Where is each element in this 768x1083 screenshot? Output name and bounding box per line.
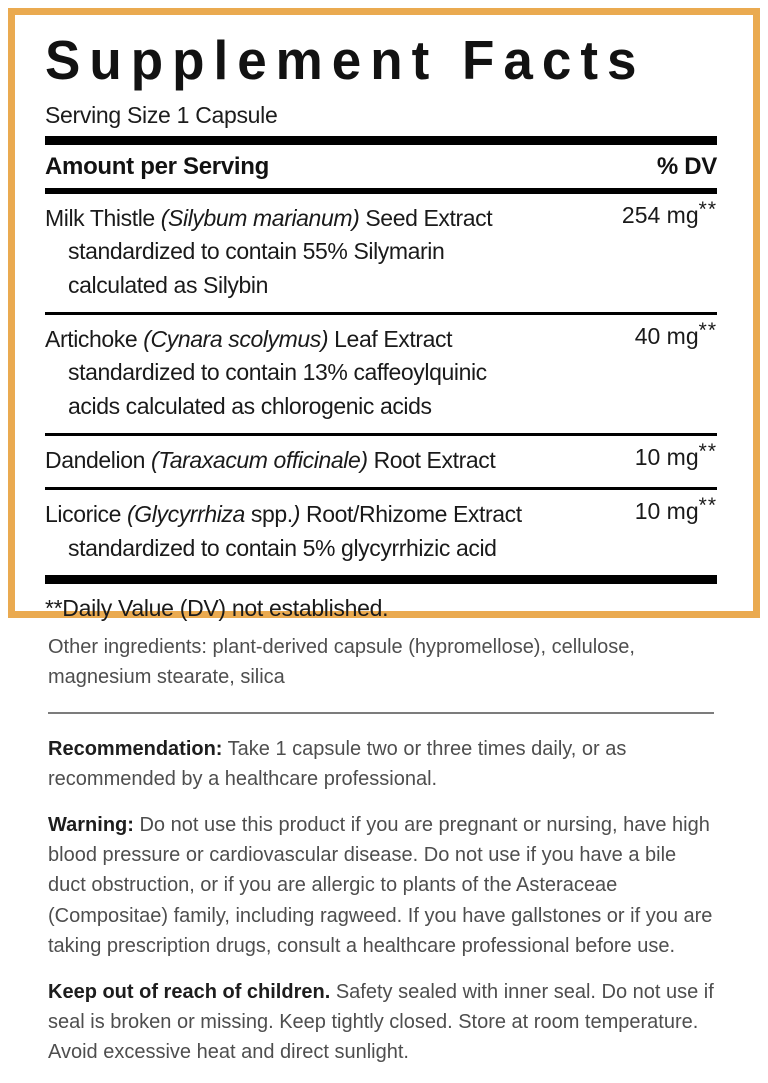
- ingredient-name: Dandelion (Taraxacum officinale) Root Extract: [45, 447, 496, 474]
- recommendation-label: Recommendation:: [48, 737, 223, 760]
- ingredient-row: [45, 436, 717, 490]
- supplement-facts-panel: [8, 8, 760, 622]
- keep-out-text: Safety sealed with inner seal. Do not use if seal is broken or missing. Keep tightly closed. Store at room temperature. Avoid excessive heat and direct sunlight.: [48, 980, 714, 1064]
- section-divider: [48, 712, 714, 714]
- ingredient-amount: 10 mg**: [634, 440, 717, 471]
- ingredient-name: Artichoke (Cynara scolymus) Leaf Extract: [45, 326, 453, 353]
- label-info-sections: [48, 632, 714, 1083]
- keep-out-label: Keep out of reach of children.: [48, 980, 331, 1003]
- ingredient-amount: 10 mg**: [634, 494, 717, 525]
- ingredient-detail: calculated as Silybin: [68, 271, 268, 298]
- ingredient-row: [45, 315, 717, 436]
- facts-header-row: [45, 145, 717, 188]
- percent-dv-header: % DV: [656, 153, 717, 180]
- ingredient-detail: standardized to contain 5% glycyrrhizic acid: [68, 534, 497, 561]
- recommendation: [48, 734, 714, 795]
- amount-per-serving-header: Amount per Serving: [45, 153, 269, 180]
- ingredient-detail: standardized to contain 55% Silymarin: [68, 238, 445, 265]
- other-ingredients: Other ingredients: plant-derived capsule (hypromellose), cellulose, magnesium stearate, silica: [48, 636, 635, 689]
- serving-size: Serving Size 1 Capsule: [45, 102, 278, 128]
- ingredient-row: [45, 194, 717, 315]
- warning: [48, 810, 714, 962]
- dv-footnote: **Daily Value (DV) not established.: [45, 595, 389, 622]
- ingredient-amount: 254 mg**: [621, 198, 717, 228]
- keep-out-of-reach: [48, 977, 714, 1068]
- ingredient-name: Licorice (Glycyrrhiza spp.) Root/Rhizome Extract: [45, 501, 522, 528]
- warning-label: Warning:: [48, 813, 134, 836]
- ingredient-detail: standardized to contain 13% caffeoylquinic: [68, 359, 487, 386]
- warning-text: Do not use this product if you are pregnant or nursing, have high blood pressure or cardiovascular disease. Do not use if you have a bile duct obstruction, or if you are allergic to plants of the Asteraceae (Compositae) family, including ragweed. If you have gallstones or if you are taking prescription drugs, consult a healthcare professional before use.: [48, 813, 713, 958]
- ingredient-amount: 40 mg**: [634, 319, 717, 350]
- ingredient-detail: acids calculated as chlorogenic acids: [68, 392, 432, 419]
- ingredient-rows: [45, 194, 717, 575]
- divider-thick-bottom: [45, 575, 717, 584]
- divider-thick-top: [45, 136, 717, 145]
- panel-title: Supplement Facts: [45, 30, 646, 92]
- recommendation-text: Take 1 capsule two or three times daily, or as recommended by a healthcare professional.: [48, 737, 627, 791]
- ingredient-name: Milk Thistle (Silybum marianum) Seed Extract: [45, 205, 493, 231]
- ingredient-row: [45, 490, 717, 575]
